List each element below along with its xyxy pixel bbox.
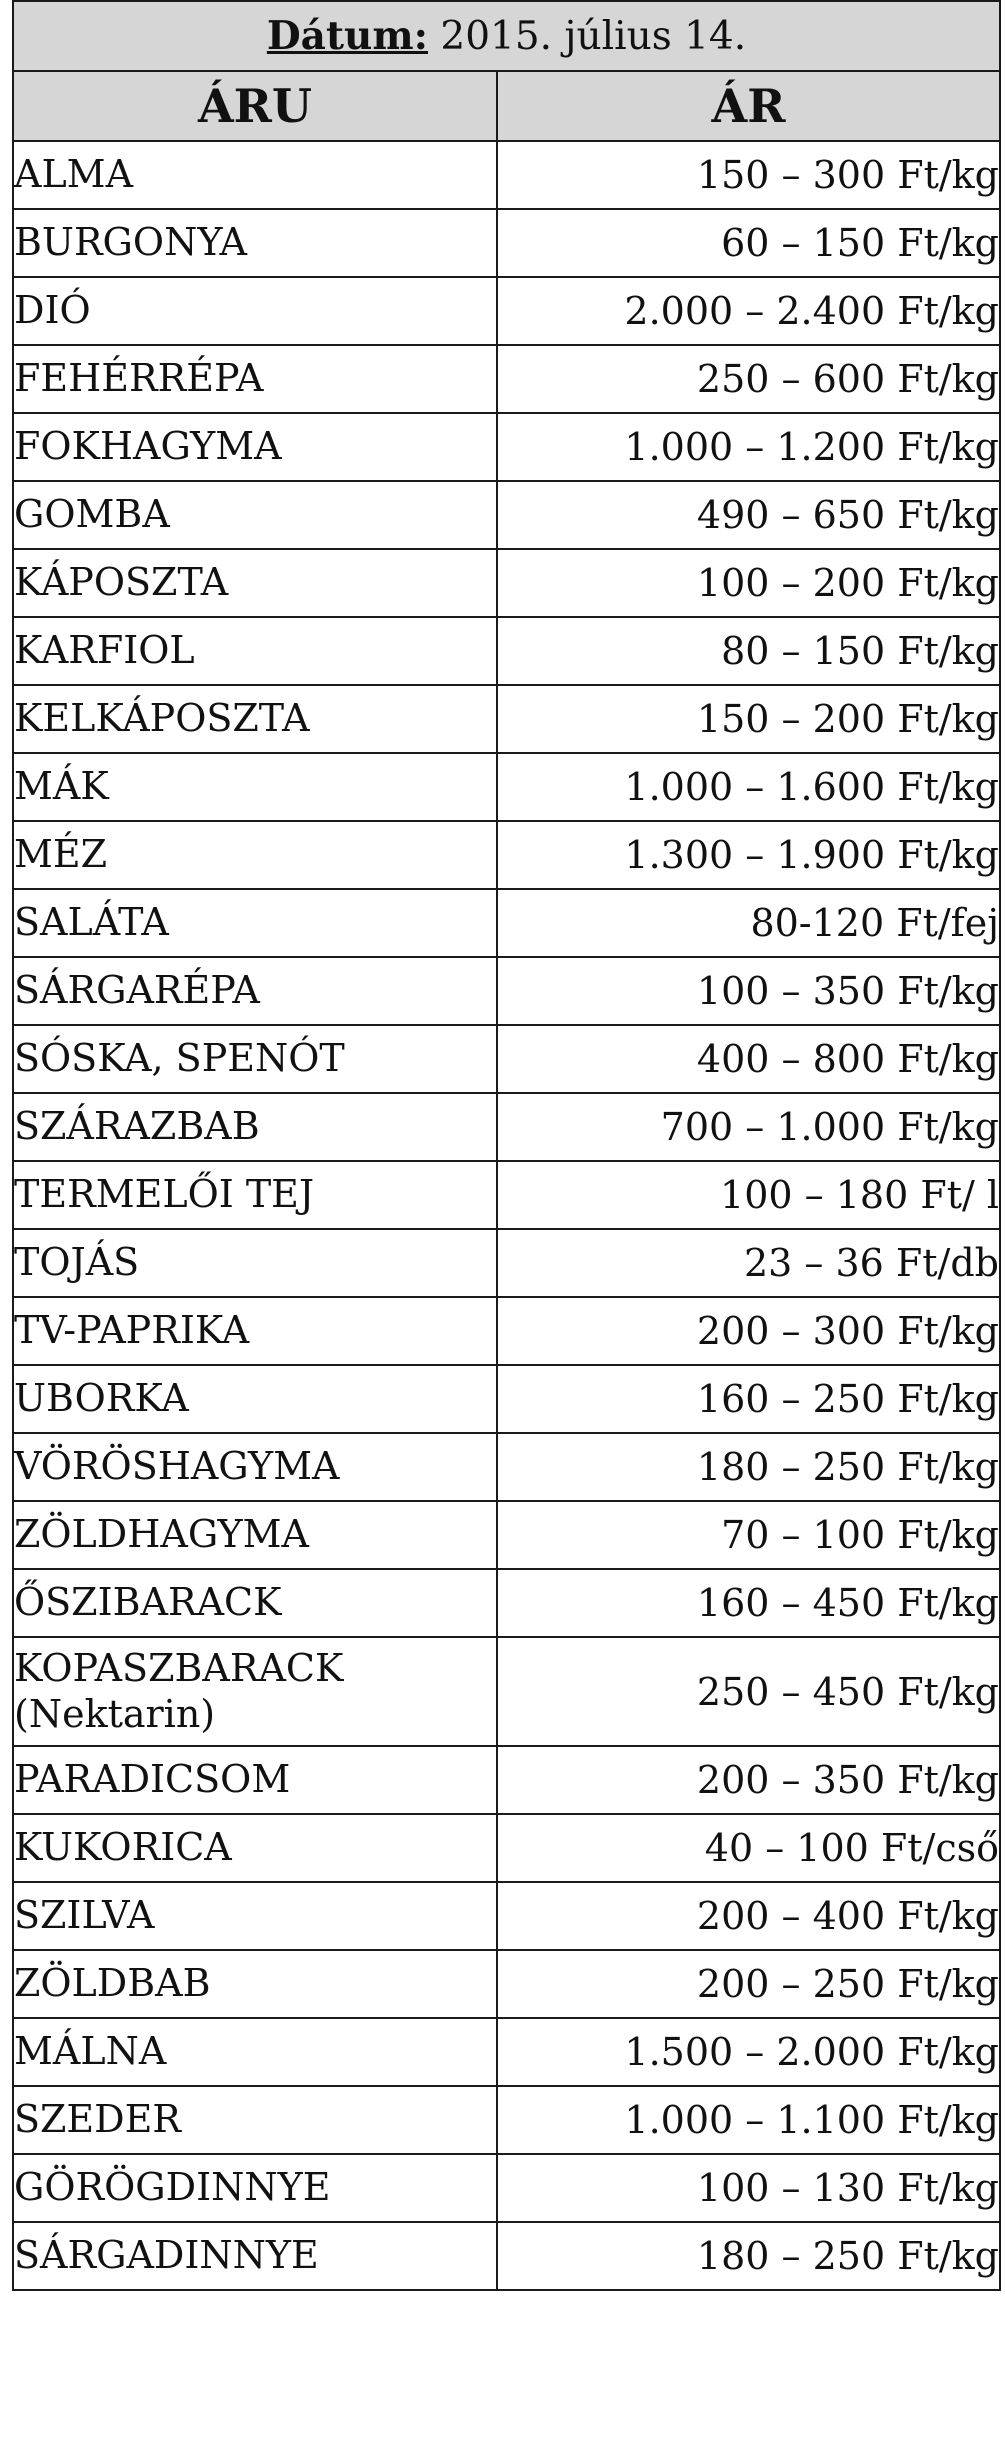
item-price: 200 – 350 Ft/kg xyxy=(497,1746,1000,1814)
table-row xyxy=(13,2154,1000,2222)
table-row xyxy=(13,2086,1000,2154)
item-name: BURGONYA xyxy=(13,209,497,277)
item-price: 400 – 800 Ft/kg xyxy=(497,1025,1000,1093)
table-row xyxy=(13,753,1000,821)
table-row xyxy=(13,1746,1000,1814)
item-price: 80-120 Ft/fej xyxy=(497,889,1000,957)
table-row xyxy=(13,1569,1000,1637)
item-price: 80 – 150 Ft/kg xyxy=(497,617,1000,685)
item-name: TOJÁS xyxy=(13,1229,497,1297)
item-name: KÁPOSZTA xyxy=(13,549,497,617)
header-row xyxy=(13,71,1000,141)
date-label: Dátum: xyxy=(266,13,428,59)
table-row xyxy=(13,957,1000,1025)
item-price: 250 – 450 Ft/kg xyxy=(497,1637,1000,1746)
item-name-subline: (Nektarin) xyxy=(14,1691,216,1736)
table-row xyxy=(13,1025,1000,1093)
item-name: SÁRGARÉPA xyxy=(13,957,497,1025)
item-name: FOKHAGYMA xyxy=(13,413,497,481)
item-price: 160 – 250 Ft/kg xyxy=(497,1365,1000,1433)
table-row xyxy=(13,277,1000,345)
table-row xyxy=(13,1882,1000,1950)
item-name: SÓSKA, SPENÓT xyxy=(13,1025,497,1093)
item-name: UBORKA xyxy=(13,1365,497,1433)
price-column-header: ÁR xyxy=(497,71,1000,141)
item-price: 250 – 600 Ft/kg xyxy=(497,345,1000,413)
table-row xyxy=(13,345,1000,413)
item-price: 150 – 300 Ft/kg xyxy=(497,141,1000,209)
item-price: 70 – 100 Ft/kg xyxy=(497,1501,1000,1569)
item-price: 100 – 130 Ft/kg xyxy=(497,2154,1000,2222)
table-row xyxy=(13,2018,1000,2086)
table-row xyxy=(13,617,1000,685)
item-name: DIÓ xyxy=(13,277,497,345)
item-price: 200 – 300 Ft/kg xyxy=(497,1297,1000,1365)
item-price: 1.000 – 1.100 Ft/kg xyxy=(497,2086,1000,2154)
table-row xyxy=(13,821,1000,889)
date-row xyxy=(13,1,1000,71)
item-name: ŐSZIBARACK xyxy=(13,1569,497,1637)
item-price: 2.000 – 2.400 Ft/kg xyxy=(497,277,1000,345)
item-name: VÖRÖSHAGYMA xyxy=(13,1433,497,1501)
item-price: 60 – 150 Ft/kg xyxy=(497,209,1000,277)
item-price: 100 – 350 Ft/kg xyxy=(497,957,1000,1025)
item-price: 490 – 650 Ft/kg xyxy=(497,481,1000,549)
item-name: ZÖLDHAGYMA xyxy=(13,1501,497,1569)
item-name: GOMBA xyxy=(13,481,497,549)
table-row xyxy=(13,1950,1000,2018)
table-row xyxy=(13,141,1000,209)
item-price: 180 – 250 Ft/kg xyxy=(497,2222,1000,2290)
date-cell xyxy=(13,1,1000,71)
table-row xyxy=(13,1433,1000,1501)
item-price: 160 – 450 Ft/kg xyxy=(497,1569,1000,1637)
item-name: KUKORICA xyxy=(13,1814,497,1882)
item-name: KARFIOL xyxy=(13,617,497,685)
table-row xyxy=(13,1229,1000,1297)
table-row xyxy=(13,209,1000,277)
table-row xyxy=(13,1637,1000,1746)
item-price: 180 – 250 Ft/kg xyxy=(497,1433,1000,1501)
table-row xyxy=(13,1161,1000,1229)
item-price: 100 – 200 Ft/kg xyxy=(497,549,1000,617)
table-row xyxy=(13,549,1000,617)
item-name: SZILVA xyxy=(13,1882,497,1950)
item-name: GÖRÖGDINNYE xyxy=(13,2154,497,2222)
item-name: SZEDER xyxy=(13,2086,497,2154)
item-price: 200 – 250 Ft/kg xyxy=(497,1950,1000,2018)
table-row xyxy=(13,685,1000,753)
item-name: MÁK xyxy=(13,753,497,821)
item-price: 1.500 – 2.000 Ft/kg xyxy=(497,2018,1000,2086)
table-row xyxy=(13,1093,1000,1161)
table-row xyxy=(13,481,1000,549)
date-value: 2015. július 14. xyxy=(440,14,747,59)
item-name-line: KOPASZBARACK xyxy=(14,1645,344,1690)
table-row xyxy=(13,1501,1000,1569)
item-price: 1.300 – 1.900 Ft/kg xyxy=(497,821,1000,889)
item-name xyxy=(13,1637,497,1746)
table-row xyxy=(13,889,1000,957)
item-price: 23 – 36 Ft/db xyxy=(497,1229,1000,1297)
item-price: 40 – 100 Ft/cső xyxy=(497,1814,1000,1882)
table-row xyxy=(13,2222,1000,2290)
item-name: FEHÉRRÉPA xyxy=(13,345,497,413)
item-name: SALÁTA xyxy=(13,889,497,957)
item-name: SÁRGADINNYE xyxy=(13,2222,497,2290)
item-name: KELKÁPOSZTA xyxy=(13,685,497,753)
item-name: MÁLNA xyxy=(13,2018,497,2086)
item-price: 150 – 200 Ft/kg xyxy=(497,685,1000,753)
item-column-header: ÁRU xyxy=(13,71,497,141)
item-price: 100 – 180 Ft/ l xyxy=(497,1161,1000,1229)
price-table xyxy=(12,0,1001,2291)
item-name: ALMA xyxy=(13,141,497,209)
item-name: TERMELŐI TEJ xyxy=(13,1161,497,1229)
table-row xyxy=(13,1365,1000,1433)
item-price: 1.000 – 1.600 Ft/kg xyxy=(497,753,1000,821)
item-price: 1.000 – 1.200 Ft/kg xyxy=(497,413,1000,481)
table-row xyxy=(13,1297,1000,1365)
item-name: SZÁRAZBAB xyxy=(13,1093,497,1161)
table-row xyxy=(13,1814,1000,1882)
item-name: PARADICSOM xyxy=(13,1746,497,1814)
table-row xyxy=(13,413,1000,481)
item-price: 700 – 1.000 Ft/kg xyxy=(497,1093,1000,1161)
item-name: TV-PAPRIKA xyxy=(13,1297,497,1365)
item-name: MÉZ xyxy=(13,821,497,889)
item-name: ZÖLDBAB xyxy=(13,1950,497,2018)
item-price: 200 – 400 Ft/kg xyxy=(497,1882,1000,1950)
